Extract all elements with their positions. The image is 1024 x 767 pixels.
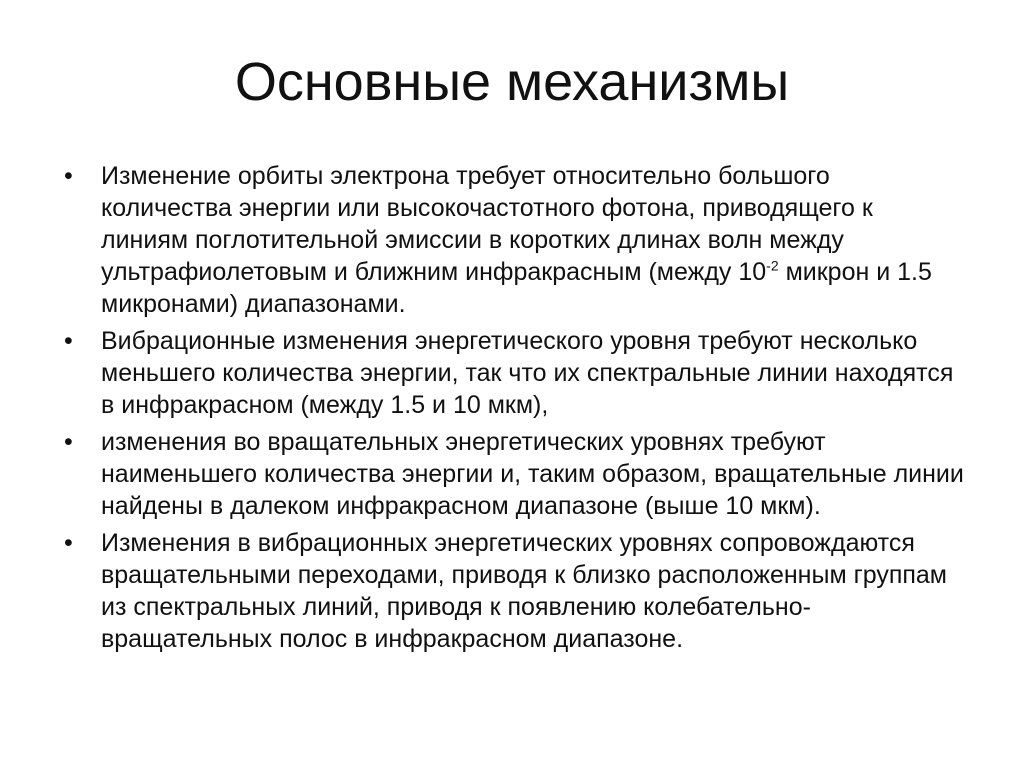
bullet-marker: • (64, 162, 73, 190)
bullet-text: изменения во вращательных энергетических уровнях требуют наименьшего количества энергии и, таким образом, вращательные линии найдены в далеком инфракрасном диапазоне (выше 10 мкм). (101, 428, 964, 520)
bullet-marker: • (64, 428, 73, 456)
bullet-text-part: микрон и 1.5 микронами) диапазонами. (101, 258, 932, 318)
bullet-text: Вибрационные изменения энергетического уровня требуют несколько меньшего количества энергии, так что их спектральные линии находятся в инфракрасном (между 1.5 и 10 мкм), (101, 327, 954, 419)
bullet-list (64, 160, 964, 660)
bullet-marker: • (64, 327, 73, 355)
bullet-marker: • (64, 529, 73, 557)
bullet-text (101, 160, 964, 320)
exponent: -2 (766, 257, 779, 274)
slide-title: Основные механизмы (234, 52, 790, 112)
bullet-item (64, 527, 964, 655)
bullet-item (64, 426, 964, 522)
bullet-item (64, 160, 964, 320)
bullet-text: Изменения в вибрационных энергетических уровнях сопровождаются вращательными переходами, приводя к близко расположенным группам из спектральных линий, приводя к появлению колебательно-вращательных полос в инфракрасном диапазоне. (101, 529, 947, 653)
bullet-text-part: Изменение орбиты электрона требует относительно большого количества энергии или высокочастотного фотона, приводящего к линиям поглотительной эмиссии в коротких длинах волн между ультрафиолетовым и ближним инфракрасным (между 10 (101, 162, 873, 286)
bullet-item (64, 325, 964, 421)
